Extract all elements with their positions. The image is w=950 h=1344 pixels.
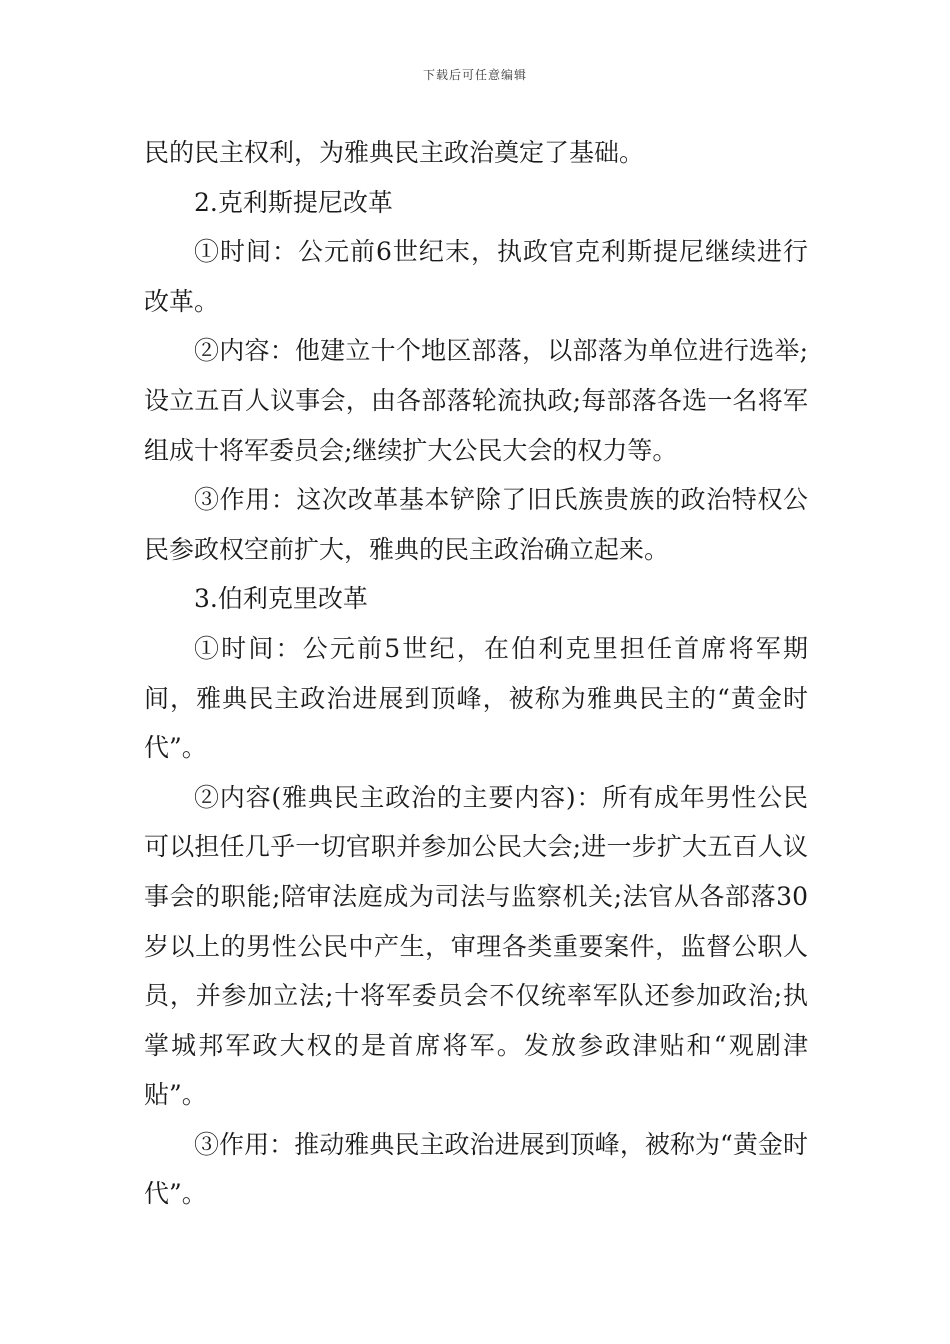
page-header-note: 下载后可任意编辑 <box>422 68 527 82</box>
section-heading-pericles: 3.伯利克里改革 <box>194 584 368 614</box>
paragraph-cleisthenes-effect: ③作用：这次改革基本铲除了旧氏族贵族的政治特权公民参政权空前扩大，雅典的民主政治确立起来。 <box>144 485 808 564</box>
section-heading-cleisthenes: 2.克利斯提尼改革 <box>194 187 393 217</box>
paragraph-cleisthenes-content: ②内容：他建立十个地区部落，以部落为单位进行选举;设立五百人议事会，由各部落轮流执政;每部落各选一名将军组成十将军委员会;继续扩大公民大会的权力等。 <box>144 336 808 465</box>
paragraph-continuation: 民的民主权利，为雅典民主政治奠定了基础。 <box>144 138 645 167</box>
paragraph-pericles-effect: ③作用：推动雅典民主政治进展到顶峰，被称为“黄金时代”。 <box>144 1129 808 1209</box>
paragraph-pericles-content: ②内容(雅典民主政治的主要内容)：所有成年男性公民可以担任几乎一切官职并参加公民大会;进一步扩大五百人议事会的职能;陪审法庭成为司法与监察机关;法官从各部落30岁以上的男性公民中产生，审理各类重要案件，监督公职人员，并参加立法;十将军委员会不仅统率军队还参加政治;执掌城邦军政大权的是首席将军。发放参政津贴和“观剧津贴”。 <box>144 782 808 1110</box>
document-body <box>144 128 808 1219</box>
paragraph-cleisthenes-time: ①时间：公元前6世纪末，执政官克利斯提尼继续进行改革。 <box>144 237 808 316</box>
paragraph-pericles-time: ①时间：公元前5世纪，在伯利克里担任首席将军期间，雅典民主政治进展到顶峰，被称为雅典民主的“黄金时代”。 <box>144 633 808 763</box>
